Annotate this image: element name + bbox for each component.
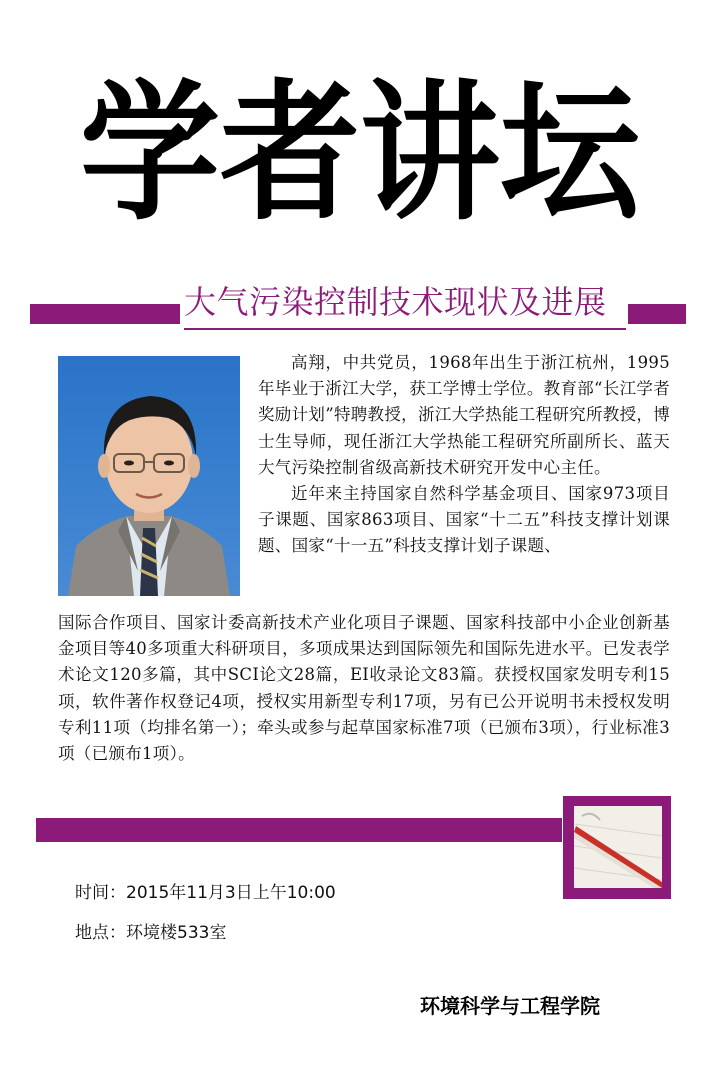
pen-icon bbox=[574, 806, 662, 888]
bio-paragraph-1: 高翔，中共党员，1968年出生于浙江杭州，1995年毕业于浙江大学，获工学博士学位。教育部“长江学者奖励计划”特聘教授，浙江大学热能工程研究所教授，博士生导师，现任浙江大学热能工程研究所副所长、蓝天大气污染控制省级高新技术研究开发中心主任。 bbox=[258, 353, 670, 477]
subtitle-bar-left bbox=[30, 304, 180, 324]
event-time: 时间：2015年11月3日上午10:00 bbox=[75, 883, 336, 903]
organizer: 环境科学与工程学院 bbox=[420, 994, 600, 1018]
poster-subtitle: 大气污染控制技术现状及进展 bbox=[184, 280, 626, 330]
speaker-portrait-icon bbox=[58, 356, 240, 596]
poster-title-art bbox=[70, 40, 650, 250]
pen-paper-illustration bbox=[574, 806, 662, 888]
speaker-photo bbox=[58, 356, 240, 596]
speaker-bio-bottom bbox=[58, 610, 670, 767]
divider-bar bbox=[36, 818, 562, 842]
event-location: 地点：环境楼533室 bbox=[75, 923, 227, 943]
bio-paragraph-2-bottom: 国际合作项目、国家计委高新技术产业化项目子课题、国家科技部中小企业创新基金项目等40多项重大科研项目，多项成果达到国际领先和国际先进水平。已发表学术论文120多篇，其中SCI论文28篇，EI收录论文83篇。获授权国家发明专利15项，软件著作权登记4项，授权实用新型专利17项，另有已公开说明书未授权发明专利11项（均排名第一）；牵头或参与起草国家标准7项（已颁布3项），行业标准3项（已颁布1项）。 bbox=[58, 613, 670, 764]
bio-paragraph-2-top: 近年来主持国家自然科学基金项目、国家973项目子课题、国家863项目、国家“十二五”科技支撑计划课题、国家“十一五”科技支撑计划子课题、 bbox=[258, 484, 670, 556]
poster-title-text: 学者讲坛 bbox=[80, 65, 643, 241]
speaker-bio-top bbox=[258, 350, 670, 560]
subtitle-bar-right bbox=[628, 304, 686, 324]
poster-title bbox=[70, 40, 650, 250]
